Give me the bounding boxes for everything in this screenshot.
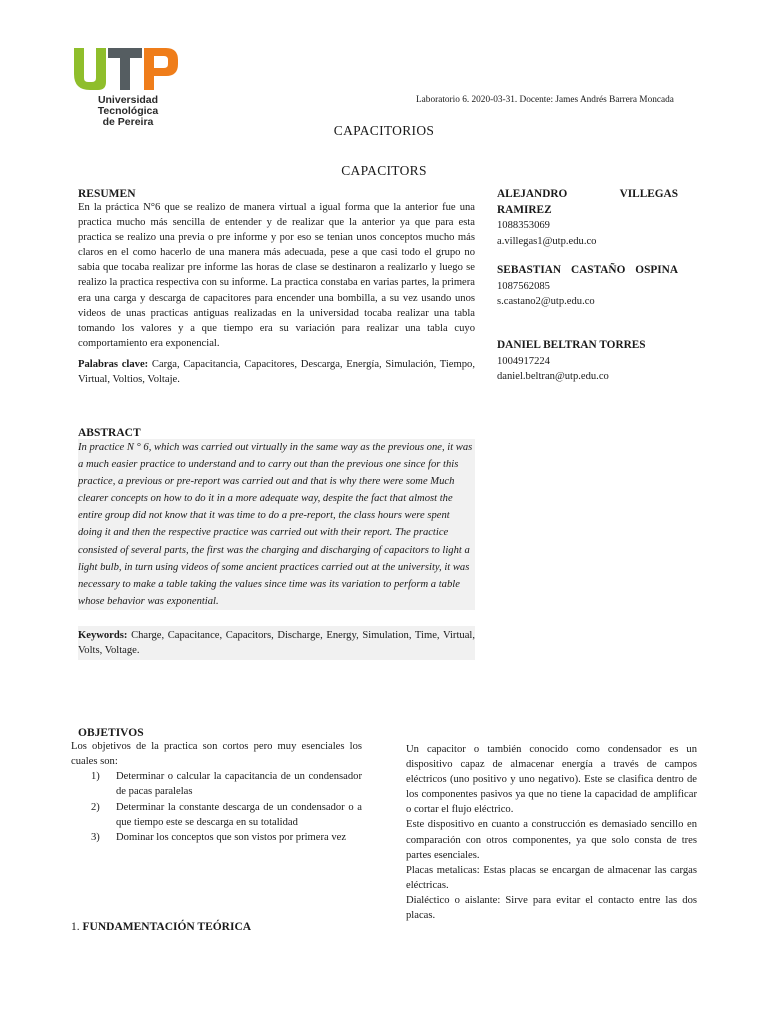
- capacitor-paragraph-1: Un capacitor o también conocido como condensador es un dispositivo capaz de almacenar energía a través de campos eléctricos (uno positivo y uno negativo). Este se clasifica dentro de los componentes pasivos ya que no tiene la capacidad de amplificar o cortar el flujo eléctrico.: [406, 744, 697, 816]
- author-2: [497, 263, 678, 310]
- resumen-keywords-text: Carga, Capacitancia, Capacitores, Descarga, Energía, Simulación, Tiempo, Virtual, Voltios, Voltaje.: [78, 358, 475, 386]
- capacitor-paragraph-4: Dialéctico o aislante: Sirve para evitar el contacto entre las dos placas.: [406, 894, 697, 922]
- capacitor-paragraph-2: Este dispositivo en cuanto a construcción es demasiado sencillo en comparación con otros componentes, ya que solo consta de tres partes esenciales.: [406, 819, 697, 861]
- fundamentacion-number: 1.: [71, 921, 80, 933]
- resumen-body: En la práctica N°6 que se realizo de manera virtual a igual forma que la anterior fue una practica mucho más sencilla de entender y de realizar que la anterior ya que para esta practica se realizo una previa o pre informe y por eso se tenian unos conceptos mucho más claros en el como hacerlo de una manera más adecuada, pese a que casi todo el grupo no sabia que tocaba realizar pre informe las horas de clase se destinaron a realizarlo y luego se realizo la practica respectiva con su informe. La practica constaba en varias partes, la primera era una carga y descarga de capacitores para encender una bombilla, a su vez usando unos videos de unas practicas antiguas realizadas en la universidad tocaba realizar una tabla tomando los valores y a que tiempo era su variación para realizar una tabla cuyo comportamiento era exponencial.: [78, 202, 475, 349]
- author-3-email: daniel.beltran@utp.edu.co: [497, 371, 609, 382]
- abstract-keywords: [78, 626, 475, 660]
- abstract-heading: ABSTRACT: [78, 427, 141, 439]
- author-3-name: DANIEL BELTRAN TORRES: [497, 339, 646, 351]
- author-2-name: SEBASTIAN CASTAÑO OSPINA: [497, 264, 678, 276]
- author-2-email: s.castano2@utp.edu.co: [497, 296, 595, 307]
- author-1-name: ALEJANDRO VILLEGAS RAMIREZ: [497, 188, 678, 216]
- objetivos-section: [71, 727, 362, 846]
- objetivos-intro: Los objetivos de la practica son cortos pero muy esenciales los cuales son:: [71, 741, 362, 768]
- resumen-keywords: [78, 357, 475, 387]
- author-1-email: a.villegas1@utp.edu.co: [497, 235, 597, 247]
- author-3-id: 1004917224: [497, 355, 550, 367]
- fundamentacion-title: FUNDAMENTACIÓN TEÓRICA: [82, 921, 252, 933]
- author-1-id: 1088353069: [497, 220, 550, 231]
- list-item: 2) Determinar la constante descarga de un condensador o a que tiempo este se descarga en su totalidad: [91, 801, 362, 829]
- fundamentacion-heading: [71, 921, 251, 933]
- resumen-keywords-label: Palabras clave:: [78, 358, 149, 370]
- university-name-line1: Universidad Tecnológica: [97, 94, 159, 117]
- author-3: [497, 338, 697, 385]
- abstract-keywords-label: Keywords:: [78, 629, 128, 641]
- abstract-keywords-text: Charge, Capacitance, Capacitors, Discharge, Energy, Simulation, Time, Virtual, Volts, Voltage.: [78, 629, 475, 657]
- capacitor-paragraph-3: Placas metalicas: Estas placas se encargan de almacenar las cargas eléctricas.: [406, 864, 697, 891]
- author-1: [497, 187, 678, 249]
- abstract-body: In practice N ° 6, which was carried out virtually in the same way as the previous one, it was a much easier practice to understand and to carry out than the previous one since for this practice, a previous or pre-report was carried out and that is why there were some Much clearer concepts on how to do it in a more adequate way, despite the fact that almost the entire group did not know that it was time to do a pre-report, the class hours were spent doing it and then the respective practice was carried out with their report. The practice consisted of several parts, the first was the charging and discharging of capacitors to light a light bulb, in turn using videos of some ancient practices carried out at the university, it was necessary to make a table taking the values since time was its variation to perform a table whose behavior was exponential.: [78, 439, 475, 610]
- title-english: CAPACITORS: [341, 163, 427, 178]
- resumen-heading: RESUMEN: [78, 188, 136, 200]
- author-2-id: 1087562085: [497, 280, 550, 292]
- title-spanish: CAPACITORIOS: [333, 123, 435, 138]
- university-name-line2: de Pereira: [102, 116, 154, 128]
- list-item: 3) Dominar los conceptos que son vistos por primera vez: [91, 832, 347, 844]
- objetivos-list: [71, 769, 362, 845]
- objetivos-heading: OBJETIVOS: [78, 727, 144, 739]
- resumen-section: [78, 188, 475, 387]
- header-reference: Laboratorio 6. 2020-03-31. Docente: James Andrés Barrera Moncada: [416, 95, 674, 105]
- utp-logo-mark: [70, 44, 180, 94]
- capacitor-description: [406, 742, 697, 923]
- list-item: 1) Determinar o calcular la capacitancia de un condensador de pacas paralelas: [91, 771, 362, 798]
- abstract-section: [78, 427, 475, 660]
